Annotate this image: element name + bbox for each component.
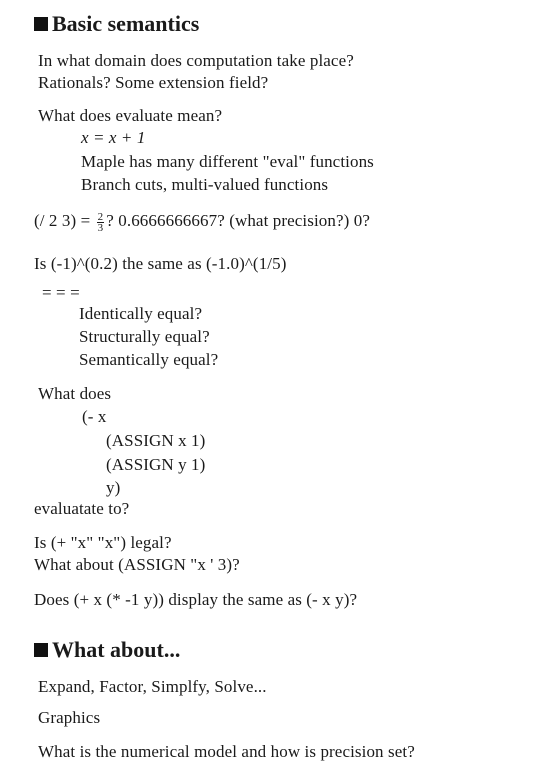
legal-question: Is (+ "x" "x") legal? — [34, 533, 172, 552]
code-line-1: (- x — [82, 407, 107, 426]
code-line-3: (ASSIGN y 1) — [106, 455, 206, 474]
display-question: Does (+ x (* -1 y)) display the same as (- x y)? — [34, 590, 358, 609]
division-question — [34, 211, 370, 233]
square-bullet-icon — [34, 643, 48, 657]
graphics-line: Graphics — [38, 708, 101, 727]
section-heading-basic-semantics — [34, 12, 199, 36]
eval-item-assignment: x = x + 1 — [81, 128, 146, 147]
evaluate-to-label: evaluatate to? — [34, 499, 130, 518]
fraction-denominator: 3 — [97, 221, 104, 234]
code-line-4: y) — [106, 478, 121, 497]
section-heading-what-about — [34, 638, 180, 662]
power-question: Is (-1)^(0.2) the same as (-1.0)^(1/5) — [34, 254, 287, 273]
equality-semantic: Semantically equal? — [79, 350, 219, 369]
domain-question-2: Rationals? Some extension field? — [38, 73, 269, 92]
heading-text: What about... — [52, 637, 181, 662]
square-bullet-icon — [34, 17, 48, 31]
division-suffix: ? 0.6666666667? (what precision?) 0? — [106, 211, 370, 230]
equality-symbols: = = = — [42, 283, 80, 302]
eval-item-branch-cuts: Branch cuts, multi-valued functions — [81, 175, 329, 194]
topics-line: Expand, Factor, Simplfy, Solve... — [38, 677, 267, 696]
fraction-numerator: 2 — [97, 210, 104, 223]
what-does-label: What does — [38, 384, 112, 403]
assign-question: What about (ASSIGN "x ' 3)? — [34, 555, 240, 574]
equality-identical: Identically equal? — [79, 304, 203, 323]
evaluate-question: What does evaluate mean? — [38, 106, 223, 125]
heading-text: Basic semantics — [52, 11, 200, 36]
fraction-two-thirds — [97, 212, 105, 233]
domain-question: In what domain does computation take place? — [38, 51, 354, 70]
eval-item-maple: Maple has many different "eval" functions — [81, 152, 374, 171]
code-line-2: (ASSIGN x 1) — [106, 431, 206, 450]
equality-structural: Structurally equal? — [79, 327, 210, 346]
precision-question: What is the numerical model and how is precision set? — [38, 742, 415, 761]
division-prefix: (/ 2 3) = — [34, 211, 95, 230]
